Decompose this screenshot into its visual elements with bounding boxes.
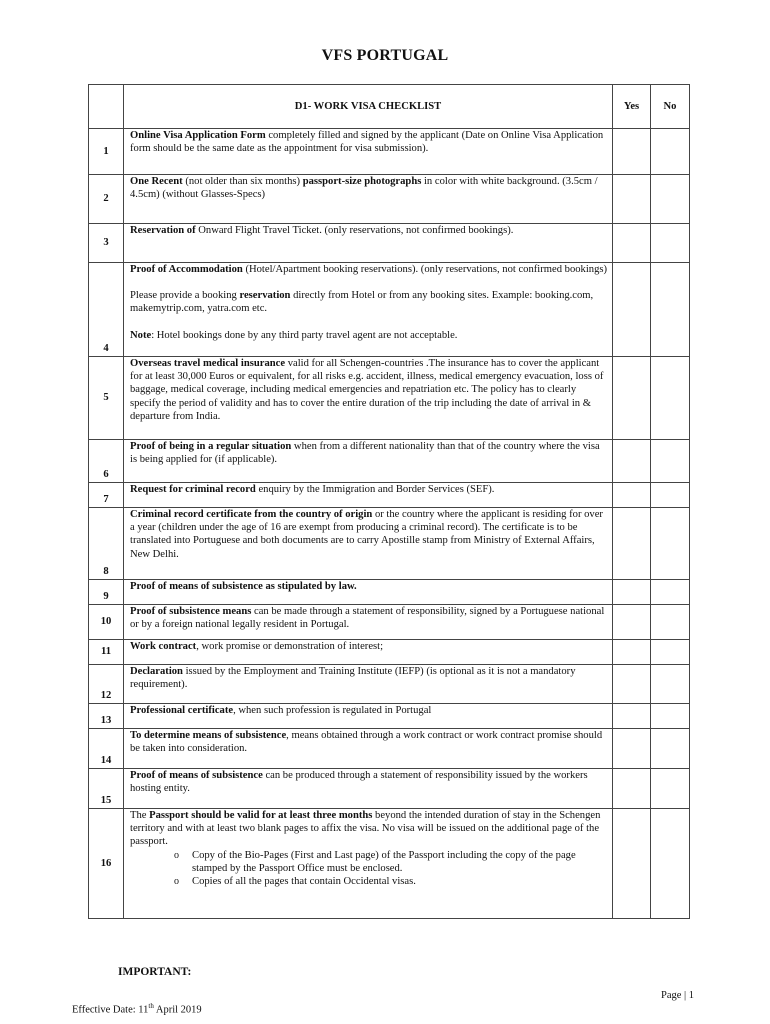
header-yes-cell: Yes [613, 85, 651, 129]
table-row [89, 357, 690, 440]
checkbox-cell-yes [613, 769, 651, 809]
row-number [89, 224, 124, 263]
list-item: o Copy of the Bio-Pages (First and Last page) of the Passport including the copy of the page stamped by the Passport Office must be enclosed. [174, 849, 608, 875]
row-number [89, 605, 124, 640]
requirement-text: can be made through a statement of responsibility, signed by a Portuguese national or by a foreign national legally resident in Portugal. [130, 606, 605, 631]
requirement-bold-text: One Recent [130, 176, 183, 187]
header-no-cell: No [651, 85, 690, 129]
paragraph-gap [130, 316, 608, 329]
row-number-label: 4 [103, 342, 109, 354]
requirement-text: directly from Hotel or from any booking sites. Example: booking.com, makemytrip.com, yatra.com etc. [130, 290, 594, 315]
row-requirement [124, 809, 613, 919]
table-row [89, 769, 690, 809]
requirement-bold-text: Professional certificate [130, 705, 234, 716]
requirement-bold-text: Online Visa Application Form [130, 130, 266, 141]
requirement-paragraph [130, 605, 608, 631]
checkbox-cell-no [651, 263, 690, 357]
table-row [89, 508, 690, 580]
row-number-label: 12 [100, 689, 112, 701]
row-requirement [124, 729, 613, 769]
header-number-cell [89, 85, 124, 129]
requirement-paragraph [130, 263, 608, 276]
table-row [89, 809, 690, 919]
requirement-paragraph [130, 175, 608, 201]
checkbox-cell-no [651, 580, 690, 605]
requirement-bold-text: Proof of Accommodation [130, 264, 243, 275]
requirement-bold-text: Work contract [130, 641, 197, 652]
row-number [89, 129, 124, 175]
requirement-paragraph [130, 357, 608, 423]
row-number [89, 508, 124, 580]
table-row [89, 665, 690, 704]
requirement-sublist [130, 849, 608, 889]
requirement-paragraph [130, 729, 608, 755]
requirement-paragraph [130, 224, 608, 237]
requirement-paragraph [130, 129, 608, 155]
row-requirement [124, 704, 613, 729]
requirement-bold-text: passport-size photographs [302, 176, 422, 187]
row-number-label: 9 [103, 590, 109, 602]
checkbox-cell-no [651, 440, 690, 483]
row-requirement [124, 483, 613, 508]
requirement-text: , means obtained through a work contract or work contract promise should be taken into consideration. [130, 730, 603, 755]
row-requirement [124, 440, 613, 483]
requirement-text: beyond the intended duration of stay in the Schengen territory and with at least two blank pages to affix the visa. No visa will be issued on the additional page of the passport. [130, 810, 601, 848]
row-number-label: 10 [100, 616, 112, 628]
requirement-text: , work promise or demonstration of interest; [196, 641, 384, 652]
table-row [89, 440, 690, 483]
requirement-bold-text: Passport should be valid for at least three months [149, 810, 373, 821]
checkbox-cell-no [651, 769, 690, 809]
checkbox-cell-yes [613, 640, 651, 665]
requirement-paragraph [130, 769, 608, 795]
checkbox-cell-no [651, 483, 690, 508]
table-row [89, 605, 690, 640]
checkbox-cell-yes [613, 483, 651, 508]
requirement-bold-text: Declaration [130, 666, 183, 677]
row-requirement [124, 580, 613, 605]
row-requirement [124, 640, 613, 665]
row-number [89, 483, 124, 508]
row-number [89, 357, 124, 440]
checkbox-cell-yes [613, 508, 651, 580]
checkbox-cell-no [651, 129, 690, 175]
row-number-label: 5 [103, 392, 109, 404]
important-heading: IMPORTANT: [118, 966, 192, 978]
row-number-label: 13 [100, 714, 112, 726]
checkbox-cell-no [651, 508, 690, 580]
row-number-label: 11 [100, 646, 111, 658]
row-requirement [124, 665, 613, 704]
row-number-label: 16 [100, 857, 112, 869]
requirement-text: : Hotel bookings done by any third party travel agent are not acceptable. [151, 329, 458, 341]
checkbox-cell-yes [613, 605, 651, 640]
row-number-label: 7 [103, 493, 109, 505]
checkbox-cell-yes [613, 129, 651, 175]
requirement-bold-text: Reservation of [130, 225, 196, 236]
requirement-paragraph [130, 809, 608, 849]
row-number [89, 175, 124, 224]
checkbox-cell-yes [613, 224, 651, 263]
requirement-text: issued by the Employment and Training Institute (IEFP) (is optional as it is not a mandatory requirement). [130, 666, 576, 691]
row-number [89, 440, 124, 483]
row-number [89, 729, 124, 769]
checkbox-cell-yes [613, 357, 651, 440]
checkbox-cell-no [651, 665, 690, 704]
header-item-cell: D1- WORK VISA CHECKLIST [124, 85, 613, 129]
effective-date [72, 1002, 202, 1016]
requirement-bold-text: Proof of subsistence means [130, 606, 252, 617]
checkbox-cell-yes [613, 665, 651, 704]
table-header-row [89, 85, 690, 129]
requirement-text: Onward Flight Travel Ticket. (only reservations, not confirmed bookings). [195, 225, 514, 236]
requirement-text: can be produced through a statement of responsibility issued by the workers hosting entity. [130, 770, 588, 795]
requirement-paragraph [130, 640, 608, 653]
checklist-rows [89, 129, 690, 919]
row-number-label: 1 [103, 145, 109, 157]
requirement-text: enquiry by the Immigration and Border Services (SEF). [255, 484, 495, 495]
table-row [89, 729, 690, 769]
effective-date-prefix: Effective Date: 11 [72, 1004, 149, 1016]
row-requirement [124, 357, 613, 440]
effective-date-suffix: April 2019 [153, 1004, 202, 1016]
row-requirement [124, 224, 613, 263]
requirement-text: or the country where the applicant is residing for over a year (children under the age of 16 are exempt from producing a criminal record). The certificate is to be translated into Portuguese and both documents are to carry Apostille stamp from Ministry of External Affairs, New Delhi. [130, 509, 603, 560]
requirement-paragraph [130, 329, 608, 342]
checklist-table [88, 84, 690, 919]
requirement-bold-text: Note [130, 329, 152, 341]
row-requirement [124, 508, 613, 580]
checkbox-cell-no [651, 729, 690, 769]
row-requirement [124, 129, 613, 175]
table-row [89, 704, 690, 729]
row-requirement [124, 175, 613, 224]
requirement-paragraph [130, 665, 608, 691]
table-row [89, 129, 690, 175]
checkbox-cell-yes [613, 809, 651, 919]
checkbox-cell-no [651, 704, 690, 729]
row-number [89, 640, 124, 665]
checkbox-cell-yes [613, 440, 651, 483]
table-row [89, 224, 690, 263]
requirement-bold-text: Overseas travel medical insurance [130, 358, 286, 369]
paragraph-gap [130, 276, 608, 289]
table-row [89, 483, 690, 508]
list-item: o Copies of all the pages that contain Occidental visas. [174, 875, 608, 888]
row-number [89, 580, 124, 605]
requirement-bold-text: Request for criminal record [130, 484, 256, 495]
requirement-paragraph [130, 440, 608, 466]
row-number [89, 809, 124, 919]
effective-date-ordinal: th [148, 1002, 154, 1010]
requirement-paragraph [130, 289, 608, 315]
row-number-label: 6 [103, 468, 109, 480]
requirement-bold-text: To determine means of subsistence [130, 730, 287, 741]
requirement-text: , when such profession is regulated in Portugal [233, 705, 432, 716]
requirement-bold-text: Proof of means of subsistence [130, 770, 263, 781]
requirement-bold-text: reservation [239, 290, 291, 302]
checkbox-cell-no [651, 640, 690, 665]
requirement-text: The [130, 810, 150, 821]
requirement-text: when from a different nationality than that of the country where the visa is being applied for (if applicable). [130, 441, 600, 466]
requirement-text: valid for all Schengen-countries .The insurance has to cover the applicant for at least 30,000 Euros or equivalent, for all risks e.g. accident, illness, medical emergency evacuation, loss of baggage, medical coverage, including medical emergencies and repatriation etc. The policy has to clearly specify the period of validity and has to cover the entire duration of the trip including the date of arrival in & departure from India. [130, 358, 604, 422]
requirement-text: Please provide a booking [130, 290, 240, 302]
checkbox-cell-yes [613, 175, 651, 224]
document-title: VFS PORTUGAL [321, 47, 449, 64]
checkbox-cell-yes [613, 704, 651, 729]
requirement-text: completely filled and signed by the applicant (Date on Online Visa Application form should be the same date as the appointment for visa submission). [130, 130, 604, 155]
row-requirement [124, 263, 613, 357]
row-number-label: 8 [103, 565, 109, 577]
checkbox-cell-no [651, 605, 690, 640]
row-number-label: 15 [100, 794, 112, 806]
checkbox-cell-no [651, 357, 690, 440]
requirement-bold-text: Proof of means of subsistence as stipulated by law. [130, 581, 357, 592]
checkbox-cell-no [651, 809, 690, 919]
table-row [89, 263, 690, 357]
requirement-bold-text: Proof of being in a regular situation [130, 441, 292, 452]
row-requirement [124, 769, 613, 809]
requirement-paragraph [130, 508, 608, 561]
checkbox-cell-no [651, 224, 690, 263]
table-row [89, 580, 690, 605]
checkbox-cell-yes [613, 263, 651, 357]
row-number-label: 14 [100, 754, 112, 766]
row-number-label: 2 [103, 193, 109, 205]
requirement-paragraph [130, 483, 608, 496]
requirement-bold-text: Criminal record certificate from the country of origin [130, 509, 373, 520]
row-number [89, 704, 124, 729]
requirement-paragraph [130, 580, 608, 593]
page-number: Page | 1 [660, 990, 694, 1001]
row-number-label: 3 [103, 237, 109, 249]
checkbox-cell-yes [613, 729, 651, 769]
row-number [89, 263, 124, 357]
requirement-text: in color with white background. (3.5cm / 4.5cm) (without Glasses-Specs) [130, 176, 598, 201]
row-requirement [124, 605, 613, 640]
table-row [89, 640, 690, 665]
table-row [89, 175, 690, 224]
checkbox-cell-no [651, 175, 690, 224]
checkbox-cell-yes [613, 580, 651, 605]
row-number [89, 665, 124, 704]
requirement-text: (Hotel/Apartment booking reservations). (only reservations, not confirmed bookings) [242, 264, 608, 275]
requirement-text: (not older than six months) [182, 176, 303, 187]
row-number [89, 769, 124, 809]
requirement-paragraph [130, 704, 608, 717]
